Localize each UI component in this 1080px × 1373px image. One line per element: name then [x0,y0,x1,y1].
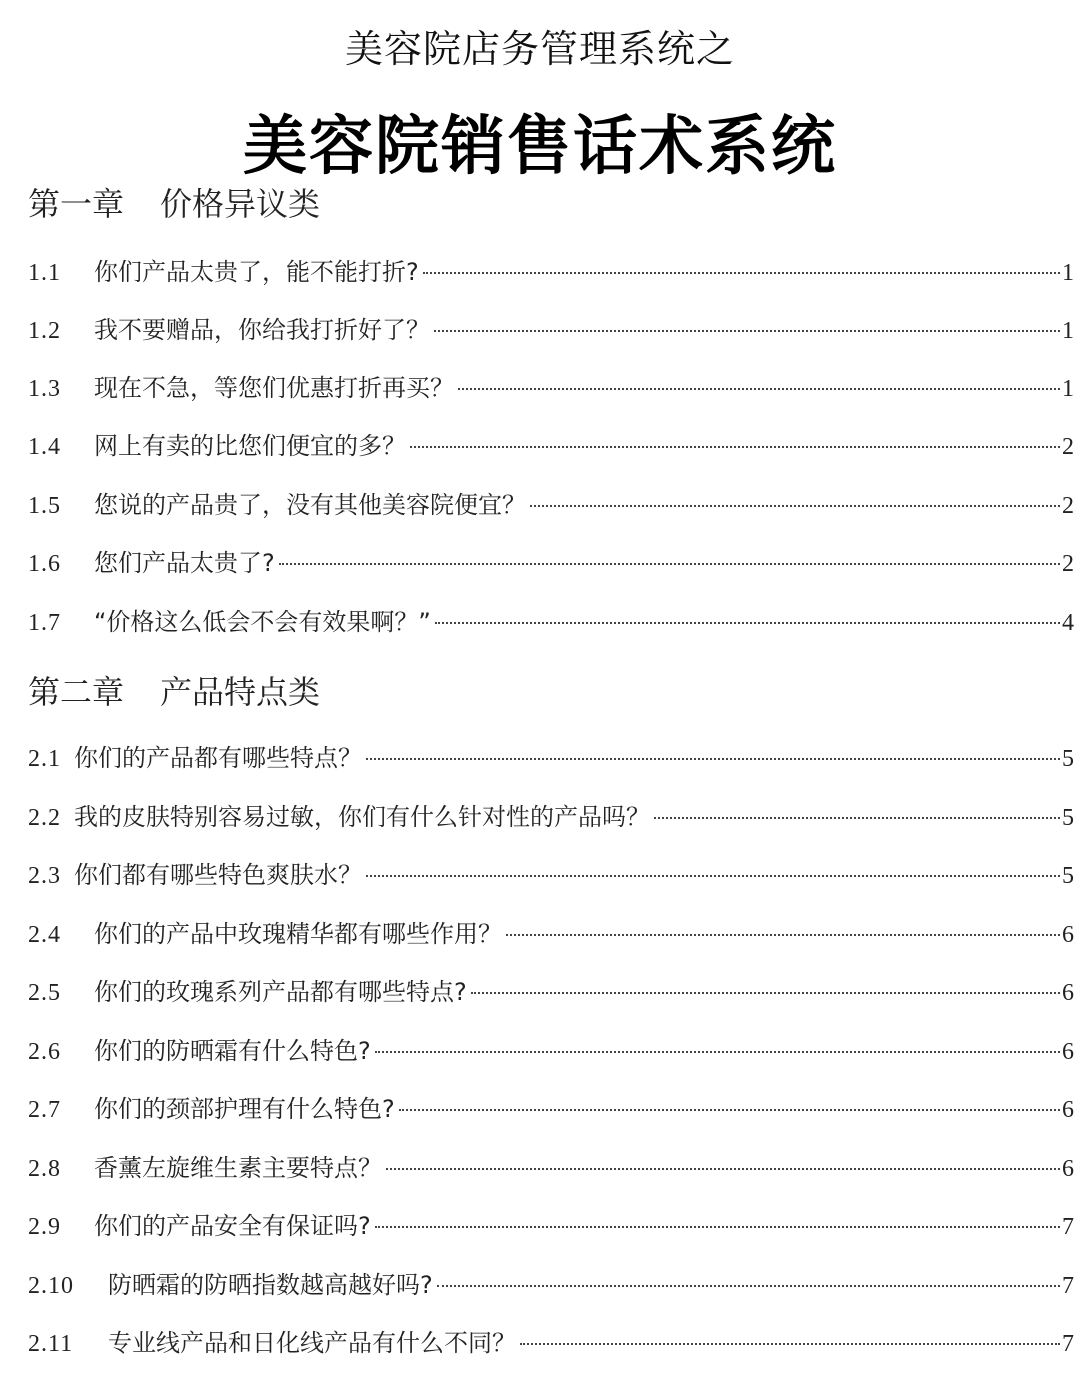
dot-leader [437,1285,1060,1287]
toc-entry-page: 2 [1062,434,1074,460]
toc-entry-number: 1.2 [28,318,61,344]
toc-entry[interactable] [28,974,1074,1010]
dot-leader [530,505,1060,507]
dot-leader [471,992,1060,994]
toc-entry-number: 2.6 [28,1039,61,1065]
toc-entry-number: 2.5 [28,980,61,1006]
dot-leader [399,1109,1060,1111]
toc-entry-number: 1.1 [28,260,61,286]
toc-entry-page: 6 [1062,1156,1074,1182]
toc-entry[interactable] [28,1325,1074,1361]
dot-leader [520,1343,1060,1345]
toc-entry-number: 2.8 [28,1156,61,1182]
dot-leader [458,388,1060,390]
toc-entry-number: 2.9 [28,1214,61,1240]
toc-entry-text: 你们产品太贵了，能不能打折? [94,258,419,286]
toc-entry-page: 7 [1062,1331,1074,1357]
dot-leader [279,563,1060,565]
toc-entry[interactable] [28,1208,1074,1244]
toc-entry[interactable] [28,370,1074,406]
chapter-number: 第一章 [28,185,125,223]
toc-entry[interactable] [28,799,1074,835]
toc-entry-page: 5 [1062,805,1074,831]
chapter-name: 产品特点类 [160,673,321,711]
document-subtitle: 美容院店务管理系统之 [344,27,735,71]
toc-entry[interactable] [28,916,1074,952]
toc-entry-text: 你们的产品都有哪些特点？ [74,744,362,772]
toc-entry-number: 1.7 [28,610,61,636]
toc-entry-page: 5 [1062,863,1074,889]
dot-leader [375,1051,1060,1053]
toc-entry-number: 2.3 [28,863,61,889]
toc-entry-text: “价格这么低会不会有效果啊？” [94,608,431,636]
toc-entry[interactable] [28,857,1074,893]
toc-entry-page: 2 [1062,493,1074,519]
toc-entry-page: 6 [1062,980,1074,1006]
toc-entry-number: 2.4 [28,922,61,948]
toc-entry[interactable] [28,545,1074,581]
chapter-heading [28,672,320,712]
dot-leader [410,446,1060,448]
toc-entry-text: 香薰左旋维生素主要特点？ [94,1154,382,1182]
toc-entry-page: 1 [1062,260,1074,286]
toc-entry-page: 5 [1062,746,1074,772]
toc-entry-page: 7 [1062,1273,1074,1299]
toc-entry-page: 4 [1062,610,1074,636]
toc-entry[interactable] [28,604,1074,640]
toc-entry-text: 你们的防晒霜有什么特色? [94,1037,371,1065]
toc-entry-text: 现在不急，等您们优惠打折再买？ [94,374,454,402]
toc-entry-text: 你们的产品中玫瑰精华都有哪些作用？ [94,920,502,948]
toc-entry-number: 2.1 [28,746,61,772]
toc-entry-page: 1 [1062,318,1074,344]
toc-entry-number: 1.6 [28,551,61,577]
toc-entry-text: 你们的颈部护理有什么特色? [94,1095,395,1123]
toc-entry-text: 你们的玫瑰系列产品都有哪些特点? [94,978,467,1006]
document-title: 美容院销售话术系统 [243,110,837,184]
toc-entry-number: 2.2 [28,805,61,831]
toc-entry-number: 2.7 [28,1097,61,1123]
chapter-heading [28,184,320,224]
toc-entry-text: 您们产品太贵了? [94,549,275,577]
toc-entry[interactable] [28,1033,1074,1069]
toc-entry-number: 2.11 [28,1331,74,1357]
dot-leader [435,622,1060,624]
toc-entry[interactable] [28,1091,1074,1127]
dot-leader [366,758,1060,760]
toc-entry-text: 我的皮肤特别容易过敏，你们有什么针对性的产品吗？ [74,803,650,831]
toc-entry-number: 1.3 [28,376,61,402]
dot-leader [434,330,1060,332]
toc-entry-page: 1 [1062,376,1074,402]
toc-entry-text: 防晒霜的防晒指数越高越好吗? [108,1271,433,1299]
toc-entry[interactable] [28,428,1074,464]
dot-leader [654,817,1060,819]
toc-entry[interactable] [28,312,1074,348]
toc-entry-number: 1.4 [28,434,61,460]
toc-entry-text: 我不要赠品，你给我打折好了？ [94,316,430,344]
dot-leader [375,1226,1060,1228]
toc-entry[interactable] [28,1150,1074,1186]
dot-leader [423,272,1060,274]
toc-entry[interactable] [28,487,1074,523]
toc-entry[interactable] [28,254,1074,290]
chapter-number: 第二章 [28,673,125,711]
toc-entry[interactable] [28,740,1074,776]
toc-entry-page: 7 [1062,1214,1074,1240]
toc-entry[interactable] [28,1267,1074,1303]
dot-leader [386,1168,1060,1170]
toc-entry-page: 6 [1062,1097,1074,1123]
dot-leader [506,934,1060,936]
chapter-name: 价格异议类 [160,185,321,223]
dot-leader [366,875,1060,877]
toc-entry-text: 网上有卖的比您们便宜的多？ [94,432,406,460]
toc-entry-page: 6 [1062,922,1074,948]
toc-entry-number: 1.5 [28,493,61,519]
toc-entry-text: 你们都有哪些特色爽肤水？ [74,861,362,889]
toc-entry-text: 你们的产品安全有保证吗? [94,1212,371,1240]
toc-entry-page: 6 [1062,1039,1074,1065]
toc-entry-text: 专业线产品和日化线产品有什么不同？ [108,1329,516,1357]
toc-entry-number: 2.10 [28,1273,74,1299]
toc-entry-text: 您说的产品贵了，没有其他美容院便宜？ [94,491,526,519]
toc-entry-page: 2 [1062,551,1074,577]
